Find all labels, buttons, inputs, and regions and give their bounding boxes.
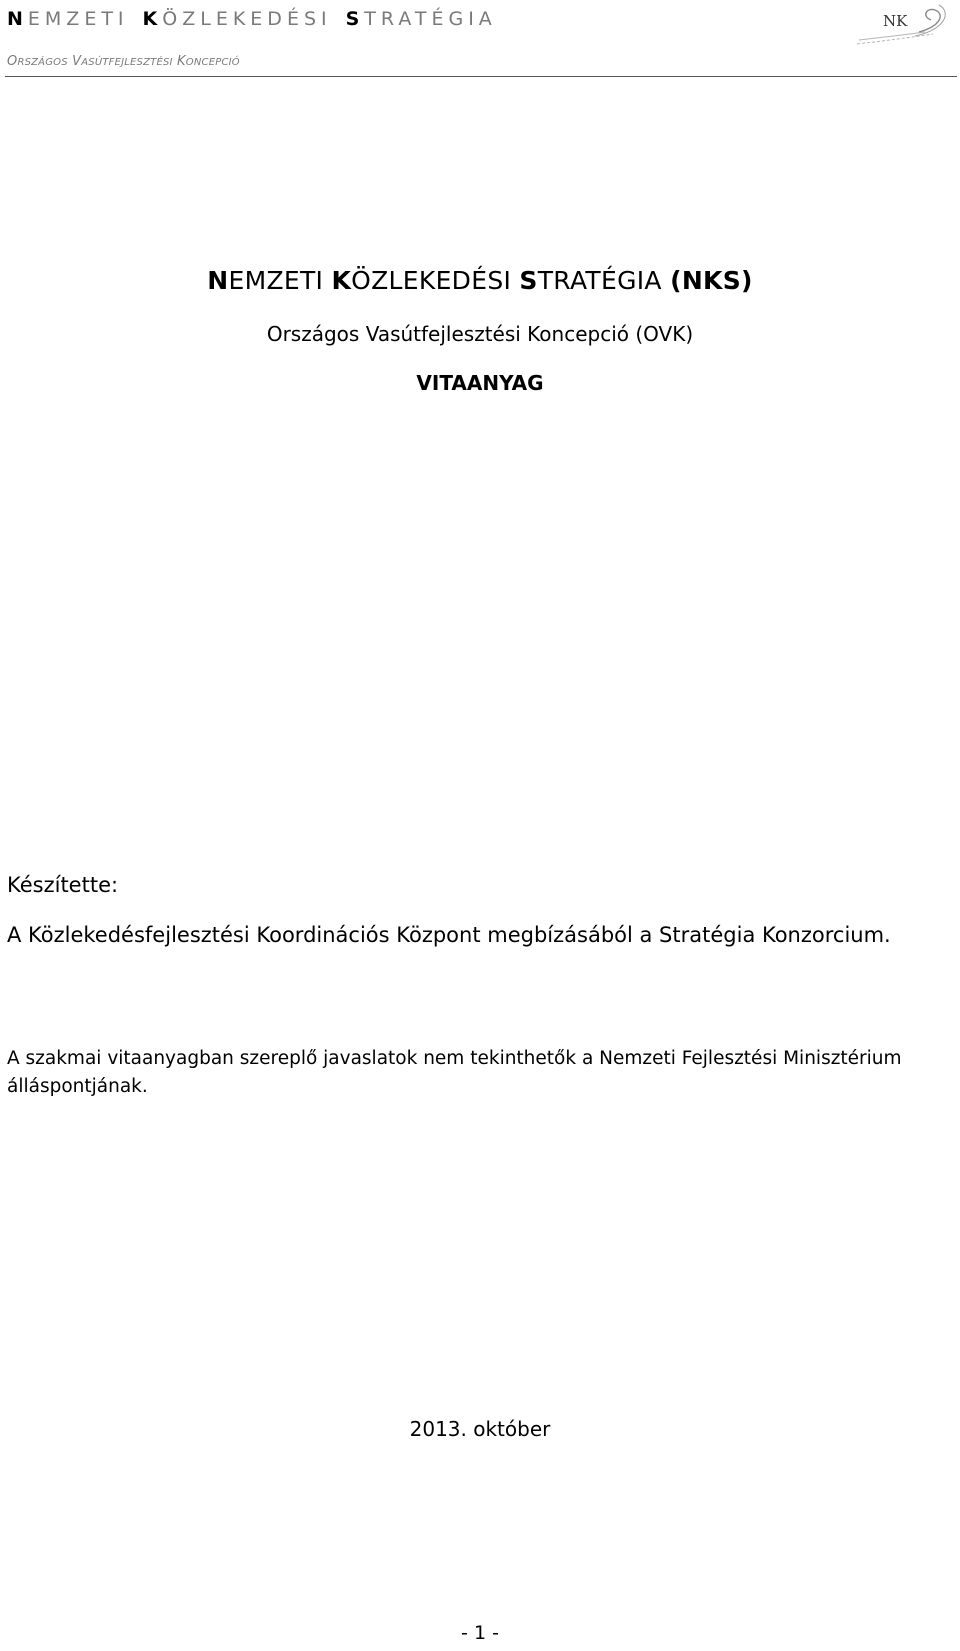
running-header-title [7, 6, 497, 32]
header-word-3-initial: S [345, 8, 365, 30]
header-word-2-initial: K [142, 8, 163, 30]
draft-label: VITAANYAG [416, 371, 544, 395]
header-sub-word-3-initial: K [177, 54, 186, 69]
header-sub-word-3-rest: ONCEPCIÓ [185, 57, 240, 68]
header-word-1-initial: N [7, 8, 28, 30]
header-sub-word-1-initial: O [7, 54, 18, 69]
document-date: 2013. október [409, 1417, 551, 1441]
title-abbreviation: (NKS) [670, 266, 753, 295]
nks-logo [855, 2, 955, 46]
svg-text:NK: NK [883, 12, 908, 30]
header-word-1-rest: EMZETI [27, 8, 129, 30]
page-number: - 1 - [461, 1622, 499, 1644]
header-word-2-rest: ÖZLEKEDÉSI [162, 8, 332, 30]
header-divider [5, 76, 957, 77]
title-word-2-initial: K [331, 266, 352, 295]
title-word-2-rest: ÖZLEKEDÉSI [351, 266, 512, 295]
header-sub-word-2-rest: ASÚTFEJLESZTÉSI [81, 57, 173, 68]
prepared-by-label: Készítette: [7, 873, 119, 897]
header-word-3-rest: TRATÉGIA [364, 8, 497, 30]
header-sub-word-1-rest: RSZÁGOS [17, 57, 68, 68]
document-subtitle: Országos Vasútfejlesztési Koncepció (OVK) [266, 322, 694, 346]
title-word-1-initial: N [207, 266, 229, 295]
disclaimer-text: A szakmai vitaanyagban szereplő javaslatok nem tekinthetők a Nemzeti Fejlesztési Minisztérium álláspontjának. [7, 1048, 902, 1097]
title-word-1-rest: EMZETI [228, 266, 324, 295]
prepared-by-text: A Közlekedésfejlesztési Koordinációs Központ megbízásából a Stratégia Konzorcium. [7, 923, 891, 947]
title-word-3-initial: S [519, 266, 538, 295]
running-header-subtitle [7, 54, 240, 69]
title-word-3-rest: TRATÉGIA [537, 266, 662, 295]
document-title [0, 266, 960, 295]
header-sub-word-2-initial: V [72, 54, 82, 69]
